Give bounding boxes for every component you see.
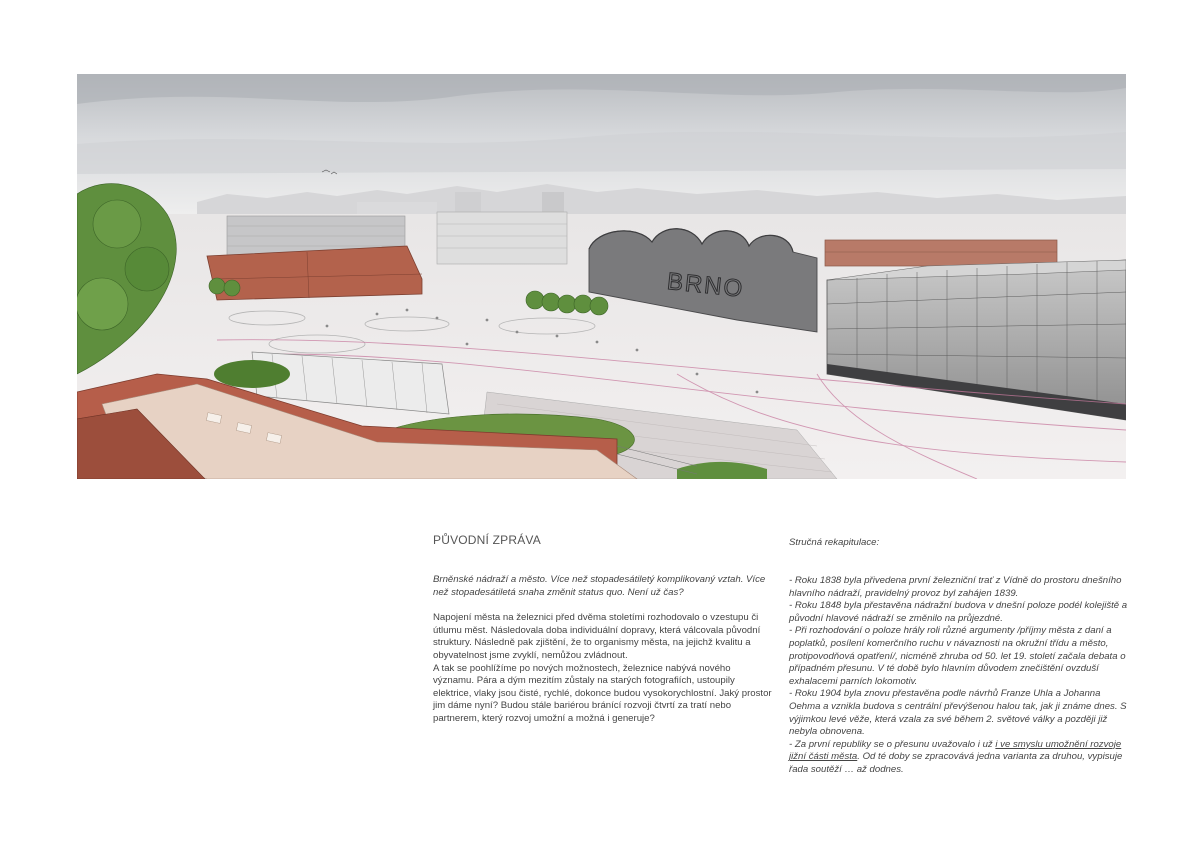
report-paragraph-2: A tak se poohlížíme po nových možnostech, železnice nabývá nového významu. Pára a dým mezitím zůstaly na starých fotografiích, ustoupily elektrice, vlaky jsou čisté, rychlé, dokonce budou vysokorychlostní. Jaký prostor jim dáme nyní? Budou stále bariérou bránící rozvoji čtvrtí za tratí nebo partnerem, který rozvoj umožní a možná i generuje? [433, 662, 772, 724]
recap-item-5-start: - Za první republiky se o přesunu uvažovalo i už [789, 738, 996, 750]
report-heading: PŮVODNÍ ZPRÁVA [433, 533, 541, 547]
station-illustration [77, 74, 1126, 479]
report-paragraph-1: Napojení města na železnici před dvěma stoletími rozhodovalo o vzestupu či útlumu měst. Následovala doba individuální dopravy, která válcovala původní struktury. Následně pak zjištění, že to organismy města, na jejichž kvalitu a obyvatelnost jsme zvyklí, nemůžou zvládnout. [433, 612, 761, 661]
recap-item-1848: - Roku 1848 byla přestavěna nádražní budova v dnešní poloze podél kolejiště a původní hlavové nádraží se změnilo na průjezdné. [789, 600, 1128, 624]
recap-column [789, 533, 1134, 777]
recap-item-1904: - Roku 1904 byla znovu přestavěna podle návrhů Franze Uhla a Johanna Oehma a vznikla budova s centrální převýšenou halou tak, jak ji známe dnes. S výjimkou levé věže, která vzala za své během 2. světové války a později již nebyla obnovena. [789, 688, 1127, 738]
report-column [433, 533, 773, 726]
recap-item-first-republic [789, 739, 1134, 777]
recap-heading: Stručná rekapitulace: [789, 537, 880, 548]
recap-item-1838: - Roku 1838 byla přivedena první železniční trať z Vídně do prostoru dnešního hlavního nádraží, pravidelný provoz byl zahájen 1839. [789, 575, 1122, 599]
report-intro: Brněnské nádraží a město. Více než stopadesátiletý komplikovaný vztah. Více než stopadesátiletá snaha změnit status quo. Není už čas? [433, 574, 766, 598]
station-illustration-drawing [77, 74, 1126, 479]
recap-item-location-debate: - Při rozhodování o poloze hrály roli různé argumenty /příjmy města z daní a poplatků, posílení komerčního ruchu v návaznosti na okružní třídu a město, protipovodňová opatření/, nicméně zhruba od 50. let 19. století začala debata o případném přesunu. V té době bylo hlavním důvodem znečištění ovzduší exhalacemi parních lokomotiv. [789, 625, 1126, 687]
recap-item-5-end: . Od té doby se zpracovává jedna varianta za druhou, vypisuje řada soutěží … až dodnes. [789, 751, 1123, 775]
station-sign: BRNO [665, 267, 746, 303]
recap-item-5-underlined: i ve smyslu umožnění rozvoje jižní části města [789, 738, 1122, 763]
